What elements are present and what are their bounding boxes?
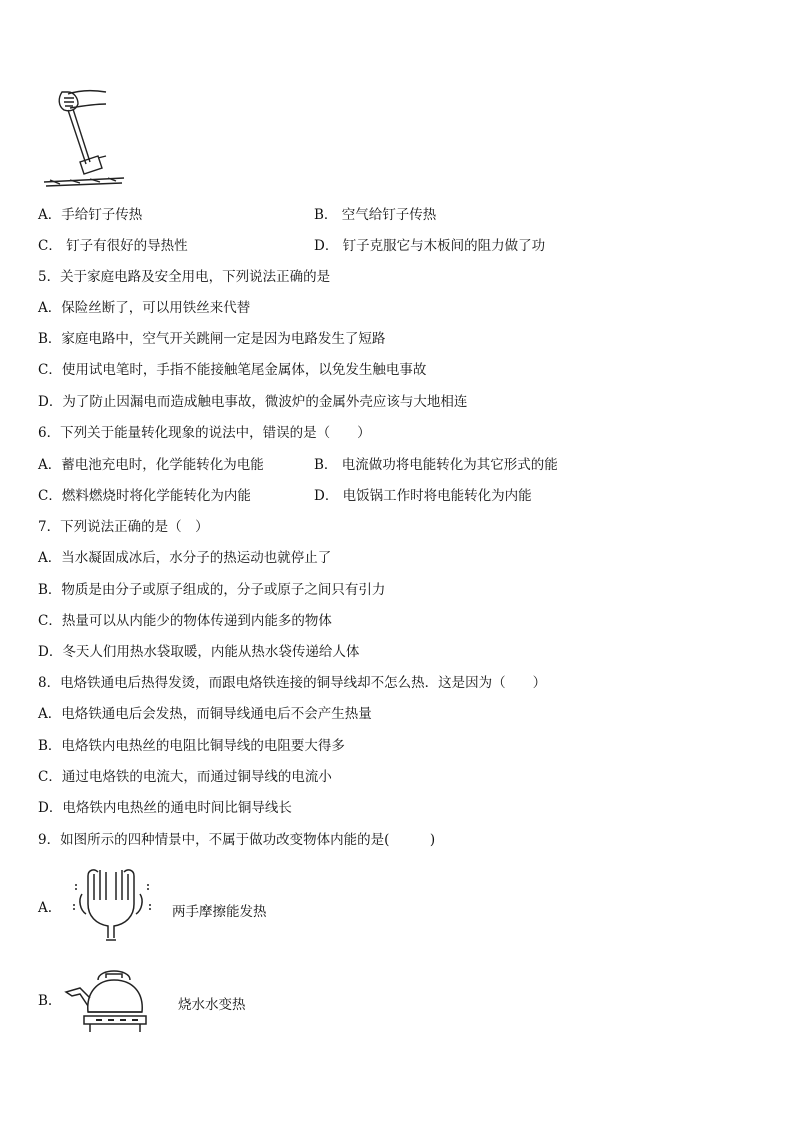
- q4-option-c: C． 钉子有很好的导热性: [38, 238, 188, 254]
- q8-stem: 8．电烙铁通电后热得发烫，而跟电烙铁连接的铜导线却不怎么热．这是因为（ ）: [38, 675, 547, 691]
- q5-option-a: A．保险丝断了，可以用铁丝来代替: [38, 300, 251, 316]
- q5-option-d: D．为了防止因漏电而造成触电事故，微波炉的金属外壳应该与大地相连: [38, 394, 468, 410]
- q7-option-a: A．当水凝固成冰后，水分子的热运动也就停止了: [38, 550, 332, 566]
- q6-stem: 6．下列关于能量转化现象的说法中，错误的是（ ）: [38, 425, 371, 441]
- q9-option-b-label: B.: [38, 993, 53, 1009]
- q9-option-b-caption: 烧水水变热: [178, 997, 246, 1013]
- q5-option-c: C．使用试电笔时，手指不能接触笔尾金属体，以免发生触电事故: [38, 362, 427, 378]
- hammer-nail-figure: [40, 82, 128, 192]
- q7-option-b: B．物质是由分子或原子组成的，分子或原子之间只有引力: [38, 582, 386, 598]
- q6-option-a: A．蓄电池充电时，化学能转化为电能: [38, 457, 264, 473]
- kettle-stove-figure: [62, 962, 166, 1042]
- q4-option-b: B． 空气给钉子传热: [314, 207, 437, 223]
- q5-option-b: B．家庭电路中，空气开关跳闸一定是因为电路发生了短路: [38, 331, 386, 347]
- q8-option-b: B．电烙铁内电热丝的电阻比铜导线的电阻要大得多: [38, 738, 345, 754]
- q6-option-c: C．燃料燃烧时将化学能转化为内能: [38, 488, 251, 504]
- q8-option-d: D．电烙铁内电热丝的通电时间比铜导线长: [38, 800, 292, 816]
- q4-option-d: D． 钉子克服它与木板间的阻力做了功: [314, 238, 546, 254]
- q4-option-a: A．手给钉子传热: [38, 207, 143, 223]
- rubbing-hands-figure: [68, 864, 158, 944]
- q9-option-a-caption: 两手摩擦能发热: [172, 904, 267, 920]
- q8-option-a: A．电烙铁通电后会发热，而铜导线通电后不会产生热量: [38, 706, 372, 722]
- q7-option-c: C．热量可以从内能少的物体传递到内能多的物体: [38, 613, 332, 629]
- q8-option-c: C．通过电烙铁的电流大，而通过铜导线的电流小: [38, 769, 332, 785]
- q7-stem: 7．下列说法正确的是（ ）: [38, 519, 209, 535]
- q6-option-d: D． 电饭锅工作时将电能转化为内能: [314, 488, 532, 504]
- q9-stem: 9．如图所示的四种情景中，不属于做功改变物体内能的是( ): [38, 832, 436, 848]
- q9-option-a-label: A.: [38, 900, 53, 916]
- q5-stem: 5．关于家庭电路及安全用电，下列说法正确的是: [38, 269, 331, 285]
- q7-option-d: D．冬天人们用热水袋取暖，内能从热水袋传递给人体: [38, 644, 360, 660]
- q6-option-b: B． 电流做功将电能转化为其它形式的能: [314, 457, 558, 473]
